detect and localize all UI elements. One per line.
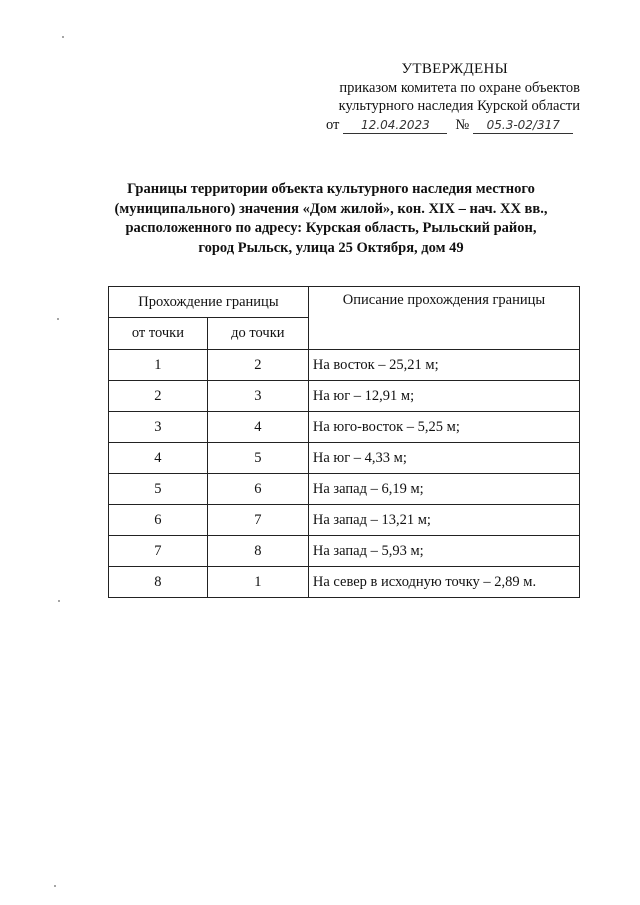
header-boundary-passage: Прохождение границы — [109, 287, 309, 318]
document-title — [96, 180, 566, 258]
title-line-1: Границы территории объекта культурного наследия местного — [127, 181, 535, 197]
cell-description: На запад – 13,21 м; — [308, 505, 579, 536]
cell-to: 7 — [207, 505, 308, 536]
cell-description: На восток – 25,21 м; — [308, 350, 579, 381]
header-description: Описание прохождения границы — [308, 287, 579, 350]
cell-to: 4 — [207, 412, 308, 443]
scan-speck — [62, 36, 64, 38]
table-row — [109, 474, 580, 505]
table-row — [109, 381, 580, 412]
scan-speck — [57, 318, 59, 320]
table-row — [109, 412, 580, 443]
cell-from: 2 — [109, 381, 208, 412]
cell-to: 3 — [207, 381, 308, 412]
cell-from: 4 — [109, 443, 208, 474]
approval-date-number-line — [318, 116, 588, 135]
scan-speck — [58, 600, 60, 602]
table-row — [109, 443, 580, 474]
number-label: № — [455, 116, 470, 133]
handwritten-date: 12.04.2023 — [343, 118, 447, 134]
cell-to: 6 — [207, 474, 308, 505]
title-line-2: (муниципального) значения «Дом жилой», кон. XIX – нач. XX вв., — [114, 200, 548, 217]
cell-to: 1 — [207, 567, 308, 598]
cell-to: 2 — [207, 350, 308, 381]
cell-from: 3 — [109, 412, 208, 443]
table-row — [109, 536, 580, 567]
table-row — [109, 505, 580, 536]
approval-line-1: приказом комитета по охране объектов — [339, 79, 580, 96]
cell-description: На юг – 12,91 м; — [308, 381, 579, 412]
scan-speck — [54, 885, 56, 887]
header-to-point: до точки — [207, 318, 308, 350]
approval-stamp-block — [318, 60, 588, 134]
cell-to: 5 — [207, 443, 308, 474]
handwritten-number: 05.3-02/317 — [473, 118, 573, 134]
table-header-row — [109, 287, 580, 318]
cell-from: 8 — [109, 567, 208, 598]
cell-to: 8 — [207, 536, 308, 567]
cell-description: На север в исходную точку – 2,89 м. — [308, 567, 579, 598]
title-line-4: город Рыльск, улица 25 Октября, дом 49 — [198, 239, 464, 256]
cell-description: На юг – 4,33 м; — [308, 443, 579, 474]
cell-description: На запад – 5,93 м; — [308, 536, 579, 567]
from-label: от — [326, 116, 340, 133]
table-row — [109, 567, 580, 598]
cell-from: 5 — [109, 474, 208, 505]
header-from-point: от точки — [109, 318, 208, 350]
approval-line-2: культурного наследия Курской области — [338, 98, 580, 114]
approval-heading: УТВЕРЖДЕНЫ — [401, 61, 508, 77]
title-line-3: расположенного по адресу: Курская область, Рыльский район, — [125, 220, 537, 236]
cell-description: На запад – 6,19 м; — [308, 474, 579, 505]
cell-description: На юго-восток – 5,25 м; — [308, 412, 579, 443]
cell-from: 7 — [109, 536, 208, 567]
boundary-table — [108, 286, 580, 598]
table-row — [109, 350, 580, 381]
cell-from: 6 — [109, 505, 208, 536]
cell-from: 1 — [109, 350, 208, 381]
